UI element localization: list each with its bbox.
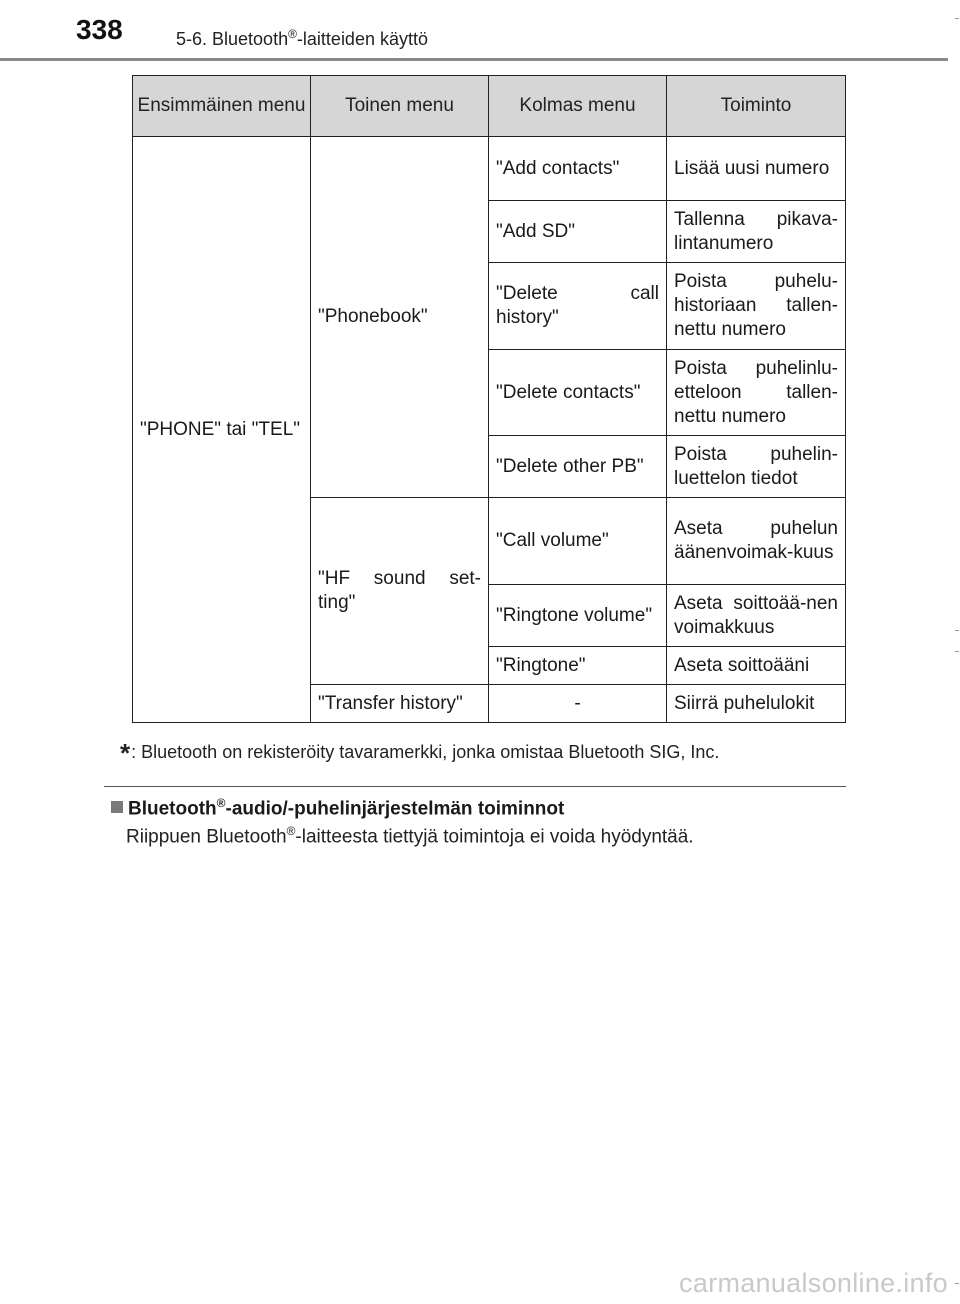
registered-mark: ® <box>216 796 226 810</box>
subsection-text <box>126 824 694 848</box>
square-bullet-icon <box>111 801 123 813</box>
third-menu-cell: "Call volume" <box>489 498 667 585</box>
header-action: Toiminto <box>667 76 846 137</box>
third-menu-cell: "Add contacts" <box>489 137 667 201</box>
registered-mark: ® <box>286 824 296 838</box>
action-cell: Poista puhelu-historiaan tallen-nettu numero <box>667 263 846 350</box>
second-menu-transfer: "Transfer history" <box>311 685 489 723</box>
registered-mark: ® <box>288 27 297 41</box>
header-third-menu: Kolmas menu <box>489 76 667 137</box>
third-menu-cell: "Ringtone" <box>489 647 667 685</box>
footnote-marker: * <box>120 738 131 768</box>
third-menu-cell: "Delete other PB" <box>489 436 667 498</box>
action-cell: Lisää uusi numero <box>667 137 846 201</box>
action-cell: Poista puhelin-luettelon tiedot <box>667 436 846 498</box>
footnote <box>120 738 719 769</box>
table-header-row <box>133 76 846 137</box>
page-number: 338 <box>76 14 123 45</box>
footnote-text: : Bluetooth on rekisteröity tavaramerkki, jonka omistaa Bluetooth SIG, Inc. <box>131 742 720 762</box>
third-menu-cell: "Ringtone volume" <box>489 585 667 647</box>
text-prefix: Riippuen Bluetooth <box>126 826 287 848</box>
text-suffix: -laitteesta tiettyjä toimintoja ei voida hyödyntää. <box>295 826 694 848</box>
heading-prefix: Bluetooth <box>128 798 217 820</box>
divider <box>104 786 846 787</box>
third-menu-cell: "Delete contacts" <box>489 350 667 436</box>
header-rule <box>0 58 948 61</box>
third-menu-cell: - <box>489 685 667 723</box>
action-cell: Aseta soittoääni <box>667 647 846 685</box>
action-cell: Poista puhelinlu-etteloon tallen-nettu numero <box>667 350 846 436</box>
edge-tick <box>955 630 959 631</box>
second-menu-hf-sound: "HF sound set-ting" <box>311 498 489 685</box>
section-title-suffix: -laitteiden käyttö <box>296 29 428 49</box>
second-menu-phonebook: "Phonebook" <box>311 137 489 498</box>
first-menu-cell: "PHONE" tai "TEL" <box>133 137 311 723</box>
header-second-menu: Toinen menu <box>311 76 489 137</box>
header-first-menu: Ensimmäinen menu <box>133 76 311 137</box>
section-title-prefix: 5-6. Bluetooth <box>176 29 289 49</box>
action-cell: Aseta puhelun äänenvoimak-kuus <box>667 498 846 585</box>
action-cell: Siirrä puhelulokit <box>667 685 846 723</box>
edge-tick <box>955 651 959 652</box>
third-menu-cell: "Delete call history" <box>489 263 667 350</box>
third-menu-cell: "Add SD" <box>489 201 667 263</box>
table-row <box>133 137 846 201</box>
edge-tick <box>955 1283 959 1284</box>
watermark: carmanualsonline.info <box>679 1268 948 1298</box>
edge-tick <box>955 18 959 19</box>
action-cell: Tallenna pikava-lintanumero <box>667 201 846 263</box>
section-title <box>176 27 428 50</box>
action-cell: Aseta soittoää-nen voimakkuus <box>667 585 846 647</box>
menu-table <box>132 75 846 723</box>
subsection-heading <box>111 796 564 820</box>
heading-suffix: -audio/-puhelinjärjestelmän toiminnot <box>225 798 565 820</box>
